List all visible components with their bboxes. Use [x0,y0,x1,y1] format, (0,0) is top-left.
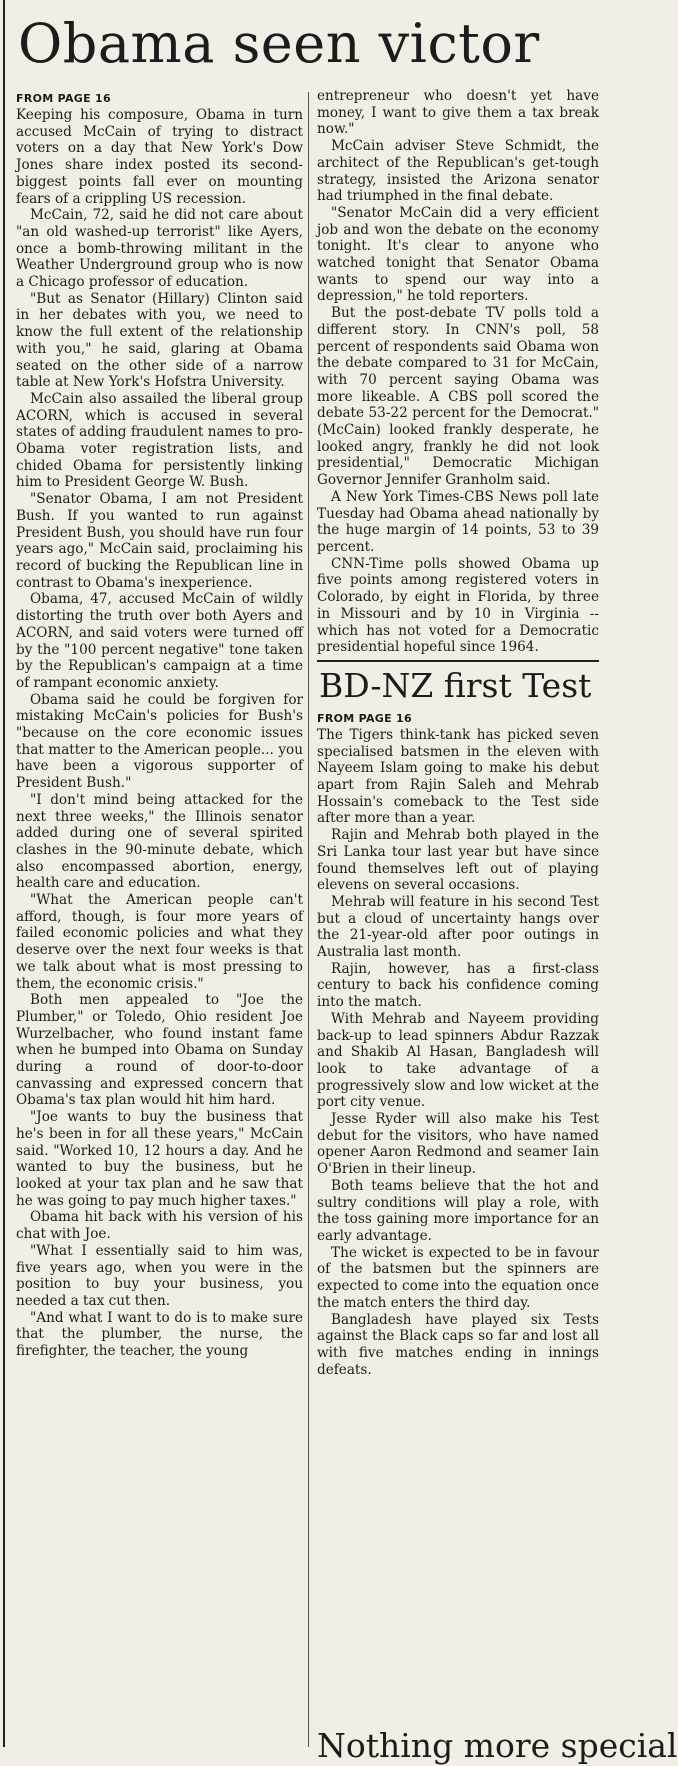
article-paragraph: Obama said he could be forgiven for mistaking McCain's policies for Bush's "because on the core economic issues that matter to the American people... you have been a vigorous supporter of President Bush." [16,691,303,792]
article-paragraph: Keeping his composure, Obama in turn accused McCain of trying to distract voters on a day that New York's Dow Jones share index posted its second-biggest points fall ever on mounting fears of a crippling US recession. [16,107,303,207]
article-paragraph: Bangladesh have played six Tests against the Black caps so far and lost all with five matches ending in innings defeats. [317,1311,599,1378]
bd-story-headline: BD-NZ first Test [319,665,592,705]
article-paragraph: But the post-debate TV polls told a different story. In CNN's poll, 58 percent of respondents said Obama won the debate compared to 31 for McCain, with 70 percent saying Obama was more likeable. A CBS poll scored the debate 53-22 percent for the Democrat."(McCain) looked frankly desperate, he looked angry, frankly he did not look presidential," Democratic Michigan Governor Jennifer Granholm said. [317,305,599,489]
right-column [317,88,599,1378]
obama-from-label: FROM PAGE 16 [16,92,111,105]
column-rule-left [3,0,5,1747]
article-paragraph: Jesse Ryder will also make his Test debut for the visitors, who have named opener Aaron Redmond and seamer Iain O'Brien in their lineup. [317,1111,599,1178]
story-divider [317,660,599,662]
article-paragraph: McCain also assailed the liberal group ACORN, which is accused in several states of adding fraudulent names to pro-Obama voter registration lists, and chided Obama for persistently linking him to President George W. Bush. [16,390,303,491]
column-divider [308,92,309,1747]
article-paragraph: "What I essentially said to him was, five years ago, when you were in the position to buy your business, you needed a tax cut then. [16,1242,303,1309]
article-paragraph: "But as Senator (Hillary) Clinton said in her debates with you, we need to know the full extent of the relationship with you," he said, glaring at Obama seated on the other side of a narrow table at New York's Hofstra University. [16,290,303,391]
article-paragraph: Mehrab will feature in his second Test but a cloud of uncertainty hangs over the 21-year-old after poor outings in Australia last month. [317,893,599,961]
article-paragraph: A New York Times-CBS News poll late Tuesday had Obama ahead nationally by the huge margin of 14 points, 53 to 39 percent. [317,488,599,555]
article-paragraph: McCain adviser Steve Schmidt, the architect of the Republican's get-tough strategy, insisted the Arizona senator had triumphed in the final debate. [317,138,599,205]
article-paragraph: The wicket is expected to be in favour of the batsmen but the spinners are expected to come into the equation once the match enters the third day. [317,1244,599,1311]
next-story-headline: Nothing more special [317,1726,678,1765]
article-paragraph: entrepreneur who doesn't yet have money, I want to give them a tax break now." [317,88,599,138]
article-paragraph: Rajin, however, has a first-class century to back his confidence coming into the match. [317,960,599,1011]
article-paragraph: Both men appealed to "Joe the Plumber," or Toledo, Ohio resident Joe Wurzelbacher, who found instant fame when he bumped into Obama on Sunday during a round of door-to-door canvassing and expressed concern that Obama's tax plan would hit him hard. [16,992,303,1109]
main-headline: Obama seen victor [18,12,540,75]
bd-from-label: FROM PAGE 16 [317,711,412,725]
article-paragraph: "And what I want to do is to make sure that the plumber, the nurse, the firefighter, the teacher, the young [16,1309,303,1360]
article-paragraph: CNN-Time polls showed Obama up five points among registered voters in Colorado, by eight in Florida, by three in Missouri and by 10 in Virginia -- which has not voted for a Democratic presidential hopeful since 1964. [317,555,599,656]
article-paragraph: Both teams believe that the hot and sultry conditions will play a role, with the toss gaining more importance for an early advantage. [317,1177,599,1244]
article-paragraph: "I don't mind being attacked for the next three weeks," the Illinois senator added during one of several spirited clashes in the 90-minute debate, which also encompassed abortion, energy, health care and education. [16,791,303,892]
article-paragraph: Obama hit back with his version of his chat with Joe. [16,1209,303,1243]
article-paragraph: With Mehrab and Nayeem providing back-up to lead spinners Abdur Razzak and Shakib Al Hasan, Bangladesh will look to take advantage of a progressively slow and low wicket at the port city venue. [317,1010,599,1111]
article-paragraph: Rajin and Mehrab both played in the Sri Lanka tour last year but have since found themselves left out of playing elevens on several occasions. [317,827,599,894]
article-paragraph: McCain, 72, said he did not care about "an old washed-up terrorist" like Ayers, once a bomb-throwing militant in the Weather Underground group who is now a Chicago professor of education. [16,207,303,291]
article-paragraph: "Joe wants to buy the business that he's been in for all these years," McCain said. "Worked 10, 12 hours a day. And he wanted to buy the business, but he looked at your tax plan and he saw that he was going to pay much higher taxes." [16,1109,303,1209]
article-paragraph: "Senator McCain did a very efficient job and won the debate on the economy tonight. It's clear to anyone who watched tonight that Senator Obama wants to spend our way into a depression," he told reporters. [317,204,599,305]
article-paragraph: Obama, 47, accused McCain of wildly distorting the truth over both Ayers and ACORN, and said voters were turned off by the "100 percent negative" tone taken by the Republican's campaign at a time of rampant economic anxiety. [16,591,303,691]
article-paragraph: "What the American people can't afford, though, is four more years of failed economic policies and what they deserve over the next four weeks is that we talk about what is most pressing to them, the economic crisis." [16,892,303,992]
article-paragraph: "Senator Obama, I am not President Bush. If you wanted to run against President Bush, you should have run four years ago," McCain said, proclaiming his record of bucking the Republican line in contrast to Obama's inexperience. [16,491,303,591]
article-paragraph: The Tigers think-tank has picked seven specialised batsmen in the eleven with Nayeem Islam going to make his debut apart from Rajin Saleh and Mehrab Hossain's comeback to the Test side after more than a year. [317,726,599,827]
bd-story-body [317,712,599,1378]
obama-story-left-column [16,92,303,1360]
